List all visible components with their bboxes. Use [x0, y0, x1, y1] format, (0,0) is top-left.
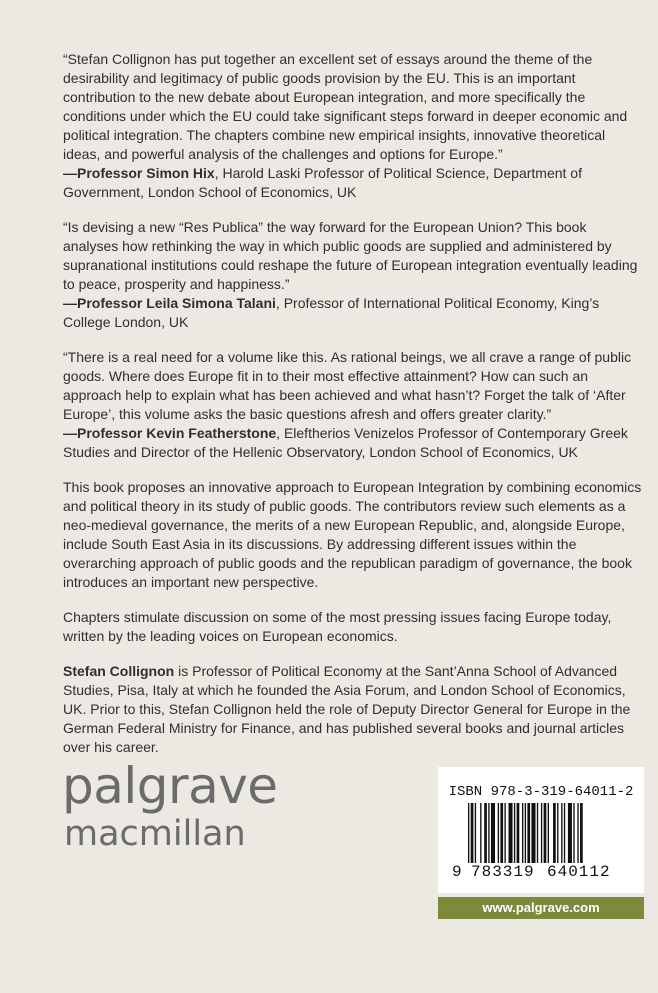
- barcode-bar: [480, 803, 481, 863]
- quote-text: “There is a real need for a volume like this. As rational beings, we all crave a range of public goods. Where does Europe fit in to their most effective attainment? How can such an approach help to explain what has been achieved and what hasn’t? Forget the talk of ‘After Europe’, this volume asks the basic questions afresh and offers greater clarity.”: [63, 349, 632, 422]
- barcode-bar: [522, 803, 523, 863]
- quote-author: —Professor Kevin Featherstone: [63, 425, 277, 441]
- quote-attribution: [63, 164, 643, 202]
- review-quote-featherstone: [63, 348, 643, 462]
- barcode-bars: [468, 803, 616, 863]
- quote-text: “Stefan Collignon has put together an excellent set of essays around the theme of the desirability and legitimacy of public goods provision by the EU. This is an important contribution to the new debate about European integration, and more specifically the conditions under which the EU could take significant steps forward in deeper economic and political integration. The chapters combine new empirical insights, innovative theoretical ideas, and powerful analysis of the challenges and options for Europe.”: [63, 51, 628, 162]
- publisher-logo: [62, 758, 278, 854]
- logo-macmillan: macmillan: [64, 814, 246, 854]
- barcode-bar: [537, 803, 538, 863]
- barcode-bar: [488, 803, 489, 863]
- quote-author: —Professor Leila Simona Talani: [63, 295, 276, 311]
- barcode-digit-first: 9: [452, 863, 462, 881]
- barcode-bar: [573, 803, 574, 863]
- isbn-barcode: [438, 767, 644, 893]
- barcode-bar: [514, 803, 515, 863]
- barcode-bar: [577, 803, 578, 863]
- barcode-bar: [531, 803, 535, 863]
- barcode-bar: [564, 803, 565, 863]
- quote-author: —Professor Simon Hix: [63, 165, 215, 181]
- publisher-website[interactable]: www.palgrave.com: [438, 897, 644, 919]
- quote-attribution: [63, 424, 643, 462]
- author-bio-text: is Professor of Political Economy at the Sant’Anna School of Advanced Studies, Pisa, Italy at which he founded the Asia Forum, and London School of Economics, UK. Prior to this, Stefan Collignon held the role of Deputy Director General for Europe in the German Federal Ministry for Finance, and has published several books and journal articles over his career.: [63, 663, 631, 755]
- back-cover-text: [63, 50, 643, 773]
- logo-palgrave: palgrave: [62, 757, 278, 815]
- quote-affiliation: , Harold Laski Professor of Political Science, Department of Government, London School of Economics, UK: [63, 165, 582, 200]
- author-name: Stefan Collignon: [63, 663, 175, 679]
- barcode-digit-group-1: 783319: [471, 863, 535, 881]
- quote-affiliation: , Eleftherios Venizelos Professor of Contemporary Greek Studies and Director of the Hellenic Observatory, London School of Economics, UK: [63, 425, 628, 460]
- barcode-digit-group-2: 640112: [547, 863, 611, 881]
- barcode-bar: [484, 803, 487, 863]
- chapters-summary: Chapters stimulate discussion on some of the most pressing issues facing Europe today, written by the leading voices on European economics.: [63, 609, 612, 644]
- barcode-bar: [500, 803, 503, 863]
- review-quote-talani: [63, 218, 643, 332]
- barcode-bar: [509, 803, 513, 863]
- quote-text: “Is devising a new “Res Publica” the way forward for the European Union? This book analyses how rethinking the way in which public goods are supplied and administered by supranational institutions could reshape the future of European integration eventually leading to peace, prosperity and happiness.”: [63, 219, 638, 292]
- barcode-bar: [541, 803, 542, 863]
- barcode-bar: [468, 803, 469, 863]
- barcode-bar: [557, 803, 558, 863]
- barcode-bar: [553, 803, 556, 863]
- barcode-bar: [527, 803, 530, 863]
- review-quote-hix: [63, 50, 643, 202]
- barcode-bar: [548, 803, 549, 863]
- barcode-bar: [580, 803, 583, 863]
- barcode-bar: [475, 803, 476, 863]
- isbn-label: ISBN 978-3-319-64011-2: [448, 784, 634, 800]
- barcode-bar: [525, 803, 526, 863]
- barcode-bar: [471, 803, 474, 863]
- book-description: This book proposes an innovative approach to European Integration by combining economics and political theory in its study of public goods. The contributors review such elements as a neo-medieval governance, the merits of a new European Republic, and, alongside Europe, include South East Asia in its discussions. By addressing different issues within the overarching approach of public goods and the republican paradigm of governance, the book introduces an important new perspective.: [63, 479, 642, 590]
- barcode-bar: [517, 803, 520, 863]
- barcode-bar: [491, 803, 495, 863]
- barcode-bar: [561, 803, 562, 863]
- barcode-bar: [498, 803, 499, 863]
- barcode-bar: [568, 803, 572, 863]
- barcode-bar: [544, 803, 547, 863]
- barcode-bar: [504, 803, 505, 863]
- author-bio: [63, 662, 643, 757]
- quote-affiliation: , Professor of International Political Economy, King’s College London, UK: [63, 295, 600, 330]
- quote-attribution: [63, 294, 643, 332]
